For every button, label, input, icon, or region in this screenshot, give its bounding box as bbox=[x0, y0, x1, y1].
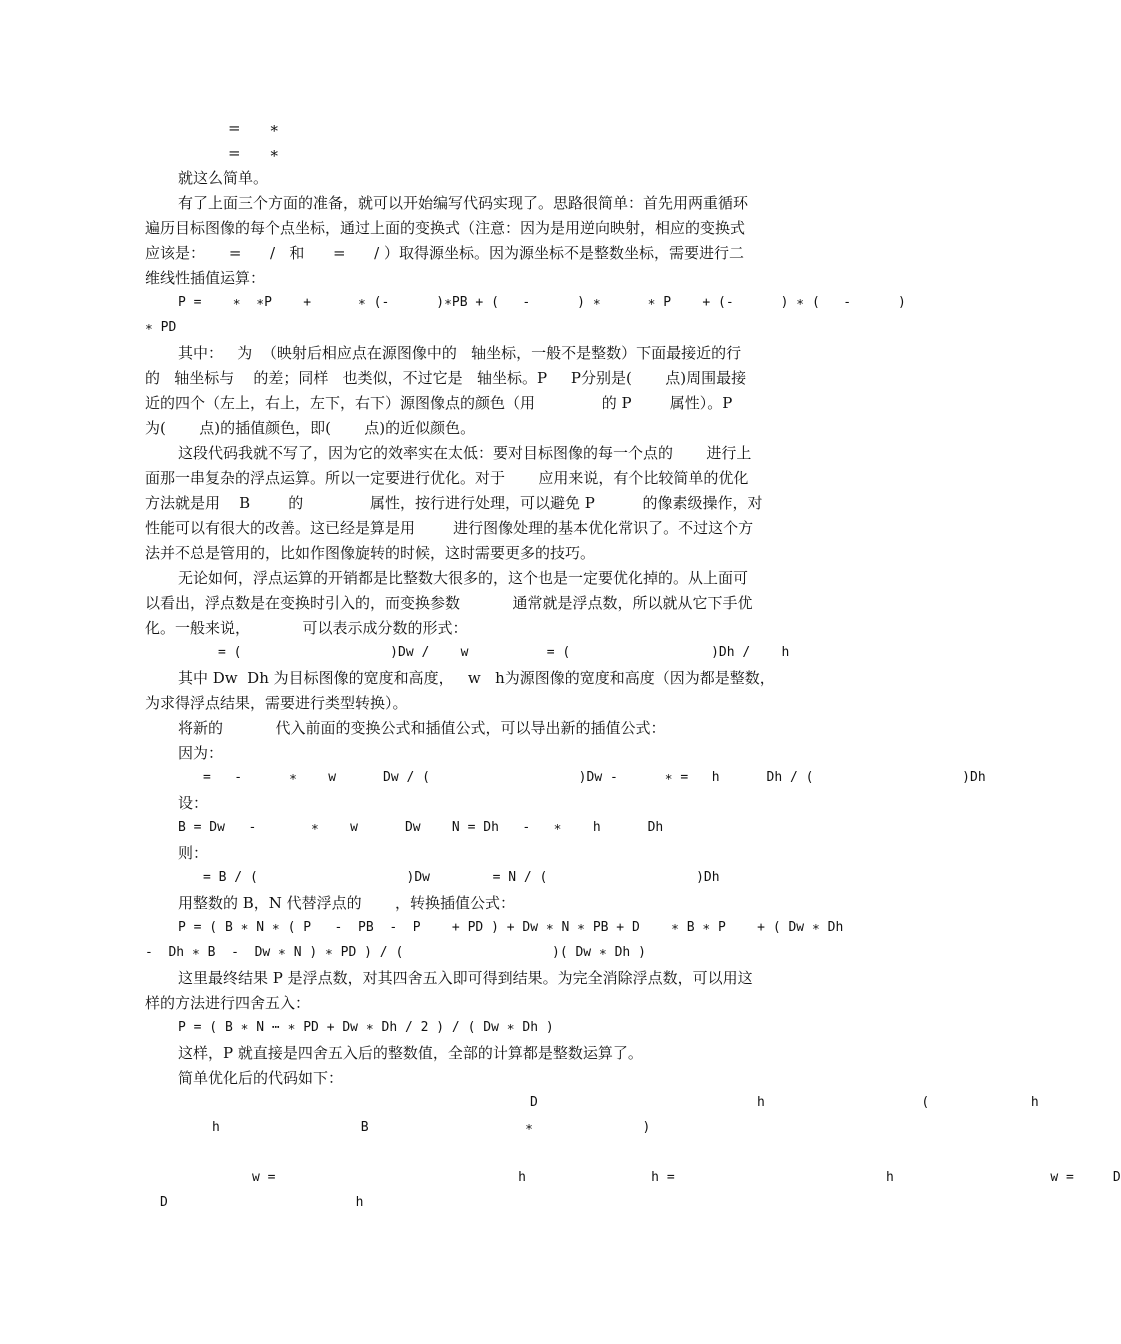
code-line: h B ∗ ) bbox=[212, 1120, 651, 1135]
formula-line: = ∗ bbox=[228, 144, 280, 162]
code-line: D h ( h bbox=[530, 1095, 1039, 1110]
paragraph-line: 性能可以有很大的改善。这已经是算是用 进行图像处理的基本优化常识了。不过这个方 bbox=[145, 519, 754, 537]
paragraph-line: 其中： 为 （映射后相应点在源图像中的 轴坐标，一般不是整数）下面最接近的行 bbox=[178, 344, 742, 362]
paragraph-line: 其中 Dw Dh 为目标图像的宽度和高度， w h为源图像的宽度和高度（因为都是整数， bbox=[178, 669, 775, 687]
paragraph-line: 为求得浮点结果，需要进行类型转换）。 bbox=[145, 694, 408, 712]
paragraph-line: 化。一般来说， 可以表示成分数的形式： bbox=[145, 619, 468, 637]
formula-line: = - ∗ w Dw / ( )Dw - ∗ = h Dh / ( )Dh bbox=[203, 770, 986, 785]
formula-line: P = ∗ ∗P + ∗ (- )∗PB + ( - ) ∗ ∗ P + (- ) ∗ ( - ) bbox=[178, 295, 906, 310]
paragraph-line: 面那一串复杂的浮点运算。所以一定要进行优化。对于 应用来说，有个比较简单的优化 bbox=[145, 469, 749, 487]
paragraph-line: 这里最终结果 P 是浮点数，对其四舍五入即可得到结果。为完全消除浮点数，可以用这 bbox=[178, 969, 753, 987]
formula-line: - Dh ∗ B - Dw ∗ N ) ∗ PD ) / ( )( Dw ∗ Dh ) bbox=[145, 945, 646, 960]
paragraph-line: 就这么简单。 bbox=[178, 169, 269, 187]
paragraph-line: 设： bbox=[178, 794, 209, 812]
paragraph-line: 用整数的 B，N 代替浮点的 ，转换插值公式： bbox=[178, 894, 516, 912]
code-line: w = h h = h w = D bbox=[252, 1170, 1121, 1185]
paragraph-line: 则： bbox=[178, 844, 209, 862]
paragraph-line: 无论如何，浮点运算的开销都是比整数大很多的，这个也是一定要优化掉的。从上面可 bbox=[178, 569, 749, 587]
paragraph-line: 方法就是用 B 的 属性，按行进行处理，可以避免 P 的像素级操作，对 bbox=[145, 494, 763, 512]
code-line: D h bbox=[160, 1195, 364, 1210]
paragraph-line: 近的四个（左上，右上，左下，右下）源图像点的颜色（用 的 P 属性）。P bbox=[145, 394, 733, 412]
paragraph-line: 因为： bbox=[178, 744, 224, 762]
formula-line: = ( )Dw / w = ( )Dh / h bbox=[218, 645, 790, 660]
paragraph-line: 这段代码我就不写了，因为它的效率实在太低：要对目标图像的每一个点的 进行上 bbox=[178, 444, 752, 462]
paragraph-line: 应该是： = / 和 = / ）取得源坐标。因为源坐标不是整数坐标，需要进行二 bbox=[145, 244, 744, 262]
paragraph-line: 法并不总是管用的，比如作图像旋转的时候，这时需要更多的技巧。 bbox=[145, 544, 596, 562]
paragraph-line: 的 轴坐标与 的差；同样 也类似，不过它是 轴坐标。P P分别是( 点)周围最接 bbox=[145, 369, 747, 387]
formula-line: = ∗ bbox=[228, 119, 280, 137]
formula-line: = B / ( )Dw = N / ( )Dh bbox=[203, 870, 720, 885]
formula-line: ∗ PD bbox=[145, 320, 177, 335]
paragraph-line: 这样，P 就直接是四舍五入后的整数值，全部的计算都是整数运算了。 bbox=[178, 1044, 643, 1062]
paragraph-line: 样的方法进行四舍五入： bbox=[145, 994, 311, 1012]
paragraph-line: 以看出，浮点数是在变换时引入的，而变换参数 通常就是浮点数，所以就从它下手优 bbox=[145, 594, 753, 612]
paragraph-line: 简单优化后的代码如下： bbox=[178, 1069, 344, 1087]
formula-line: P = ( B ∗ N ∗ ( P - PB - P + PD ) + Dw ∗ N ∗ PB + D ∗ B ∗ P + ( Dw ∗ Dh bbox=[178, 920, 844, 935]
paragraph-line: 维线性插值运算： bbox=[145, 269, 266, 287]
paragraph-line: 有了上面三个方面的准备，就可以开始编写代码实现了。思路很简单：首先用两重循环 bbox=[178, 194, 749, 212]
paragraph-line: 为( 点)的插值颜色，即( 点)的近似颜色。 bbox=[145, 419, 476, 437]
paragraph-line: 将新的 代入前面的变换公式和插值公式，可以导出新的插值公式： bbox=[178, 719, 666, 737]
formula-line: P = ( B ∗ N ⋯ ∗ PD + Dw ∗ Dh / 2 ) / ( Dw ∗ Dh ) bbox=[178, 1020, 554, 1035]
paragraph-line: 遍历目标图像的每个点坐标，通过上面的变换式（注意：因为是用逆向映射，相应的变换式 bbox=[145, 219, 746, 237]
formula-line: B = Dw - ∗ w Dw N = Dh - ∗ h Dh bbox=[178, 820, 664, 835]
